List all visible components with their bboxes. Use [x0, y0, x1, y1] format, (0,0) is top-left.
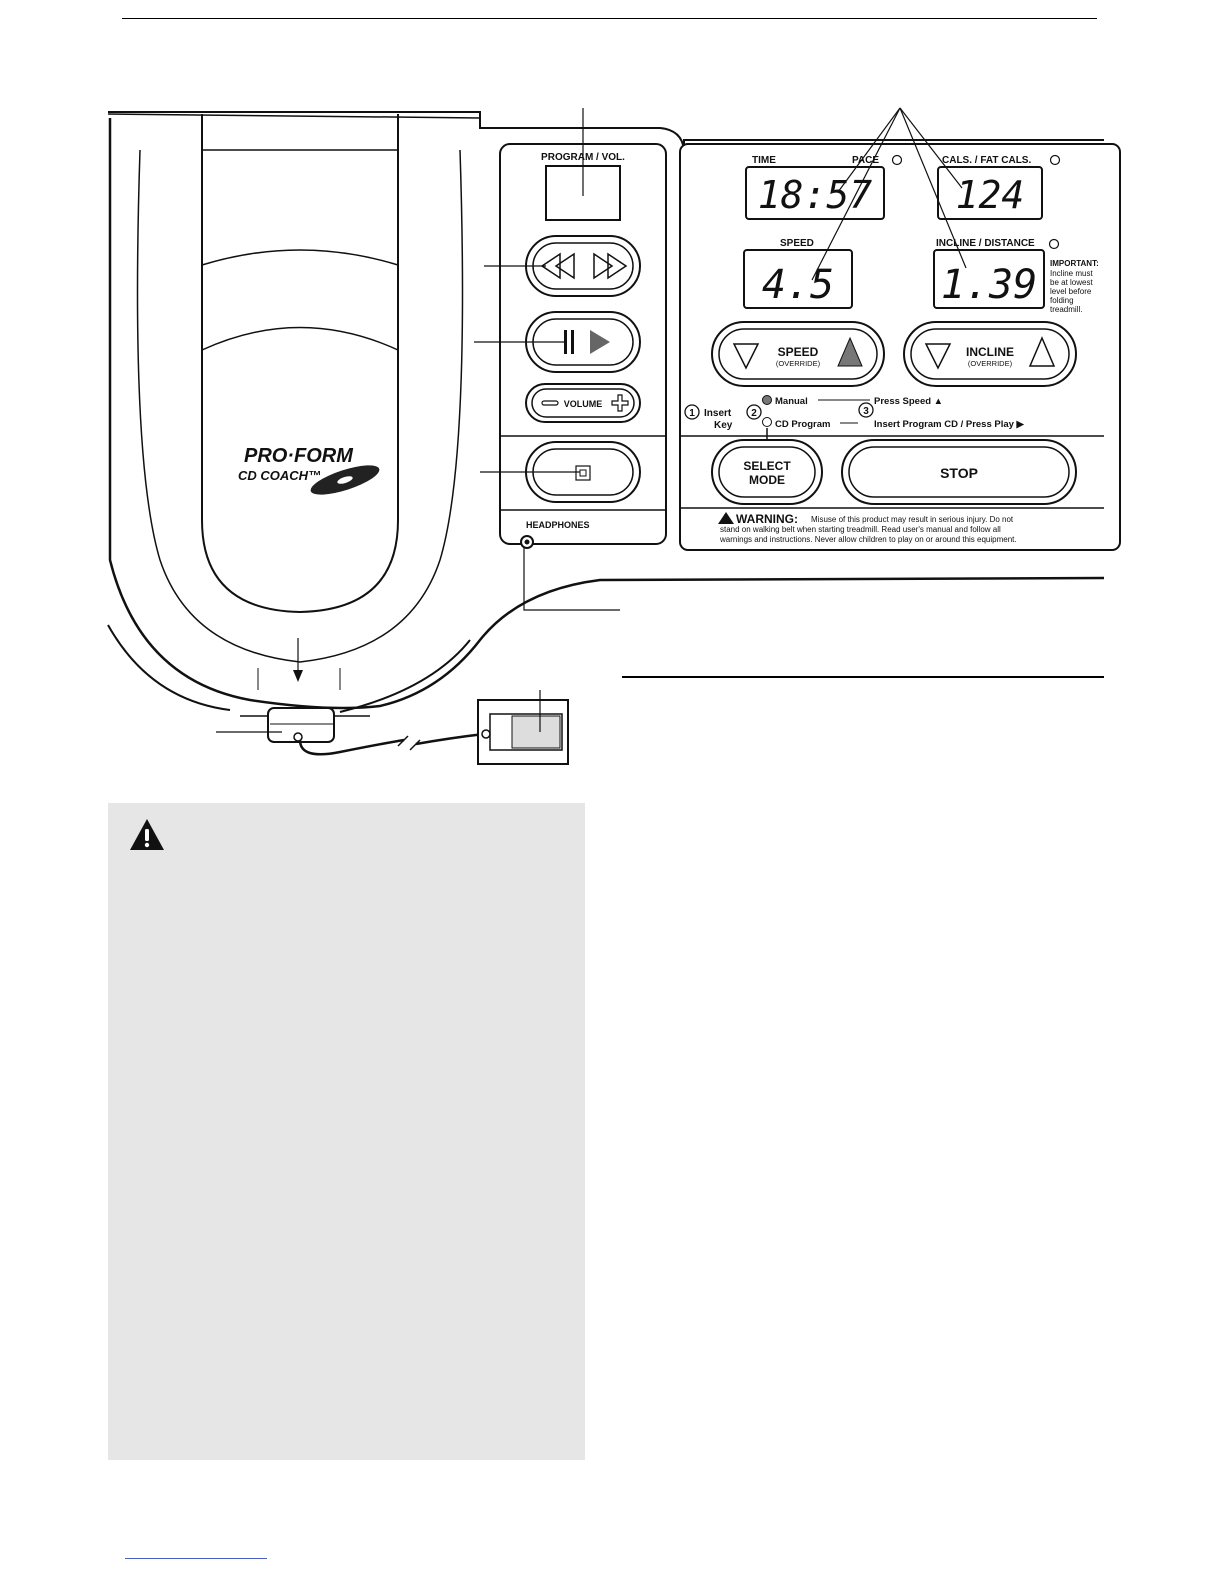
step2-number: 2 — [751, 408, 757, 419]
caution-icon — [128, 817, 166, 853]
important-line: level before — [1050, 287, 1092, 296]
brand-name: PRO·FORM — [244, 445, 353, 467]
warning-title: WARNING: — [736, 512, 798, 526]
time-label: TIME — [752, 155, 776, 166]
brand-subtitle: CD COACH™ — [238, 468, 322, 483]
speed-label: SPEED — [780, 238, 814, 249]
cd-compartment — [202, 114, 398, 612]
program-vol-label: PROGRAM / VOL. — [541, 152, 625, 163]
important-line: Incline must — [1050, 269, 1093, 278]
incline-distance-label: INCLINE / DISTANCE — [936, 238, 1035, 249]
manual-indicator — [763, 396, 772, 405]
important-line: folding — [1050, 296, 1074, 305]
distance-value: 1.39 — [940, 262, 1038, 308]
incline-override-label: (OVERRIDE) — [967, 359, 1013, 368]
cd-program-indicator — [763, 418, 772, 427]
warning-line3: warnings and instructions. Never allow children to play on or around this equipment. — [720, 535, 1017, 544]
headphones-label: HEADPHONES — [526, 520, 590, 530]
speed-value: 4.5 — [761, 262, 835, 308]
cals-value: 124 — [955, 173, 1025, 217]
important-title: IMPORTANT: — [1050, 259, 1099, 268]
pace-label: PACE — [852, 155, 880, 166]
important-line: treadmill. — [1050, 305, 1083, 314]
safety-key[interactable] — [478, 700, 568, 764]
speed-button-label: SPEED — [777, 345, 819, 359]
insert-cd-label: Insert Program CD / Press Play ▶ — [874, 419, 1024, 430]
time-value: 18:57 — [757, 173, 873, 217]
cals-label: CALS. / FAT CALS. — [942, 155, 1032, 166]
step1-line1: Insert — [704, 408, 732, 419]
pace-indicator — [893, 156, 902, 165]
step3-number: 3 — [863, 406, 869, 417]
distance-indicator — [1050, 240, 1059, 249]
stop-label: STOP — [940, 465, 978, 481]
important-line: be at lowest — [1050, 278, 1093, 287]
key-holder — [240, 708, 484, 754]
fat-cals-indicator — [1051, 156, 1060, 165]
incline-button-label: INCLINE — [966, 345, 1014, 359]
press-speed-label: Press Speed ▲ — [874, 396, 944, 407]
manual-label: Manual — [775, 396, 808, 407]
section-divider — [622, 676, 1104, 678]
step1-line2: Key — [714, 420, 733, 431]
select-mode-line2: MODE — [749, 473, 785, 487]
cd-program-label: CD Program — [775, 419, 831, 430]
select-mode-line1: SELECT — [743, 459, 791, 473]
caution-box — [108, 803, 585, 1460]
volume-label: VOLUME — [563, 399, 603, 409]
step1-number: 1 — [689, 408, 695, 419]
volume-down-icon[interactable] — [542, 401, 558, 405]
speed-override-label: (OVERRIDE) — [775, 359, 821, 368]
warning-line1: Misuse of this product may result in serious injury. Do not — [811, 515, 1014, 524]
footer-rule — [125, 1558, 267, 1559]
warning-line2: stand on walking belt when starting treadmill. Read user's manual and follow all — [720, 525, 1001, 534]
